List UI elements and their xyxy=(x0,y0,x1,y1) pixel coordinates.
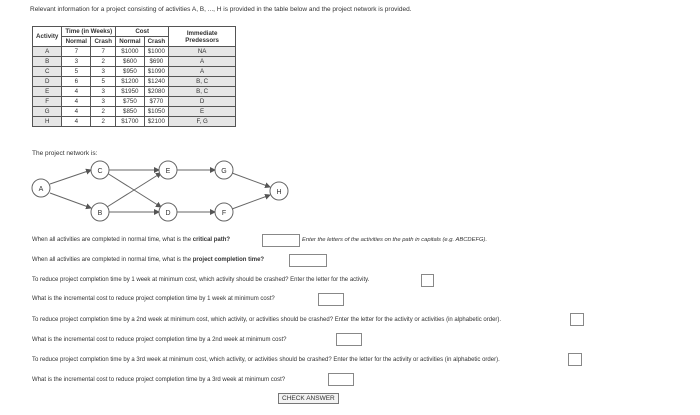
table-cell-tn: 4 xyxy=(62,87,91,97)
table-cell-cn: $1000 xyxy=(116,47,144,57)
table-cell-cn: $1950 xyxy=(116,87,144,97)
table-cell-tn: 4 xyxy=(62,117,91,127)
question-critical-path xyxy=(32,237,230,243)
table-cell-tn: 4 xyxy=(62,97,91,107)
table-cell-act: G xyxy=(33,107,62,117)
table-cell-cc: $1050 xyxy=(144,107,169,117)
table-cell-act: C xyxy=(33,67,62,77)
table-cell-pred: E xyxy=(169,107,236,117)
table-cell-cc: $690 xyxy=(144,57,169,67)
table-row xyxy=(33,87,236,97)
table-cell-cn: $750 xyxy=(116,97,144,107)
table-cell-cc: $770 xyxy=(144,97,169,107)
table-cell-tn: 3 xyxy=(62,57,91,67)
crash-week2-input[interactable] xyxy=(570,313,584,326)
node-D-label: D xyxy=(165,210,171,217)
check-answer-button[interactable]: CHECK ANSWER xyxy=(278,393,339,404)
question-cost-week1: What is the incremental cost to reduce project completion time by 1 week at minimum cost? xyxy=(32,296,275,302)
table-cell-cn: $1200 xyxy=(116,77,144,87)
table-cell-pred: D xyxy=(169,97,236,107)
question-text: When all activities are completed in normal time, what is the xyxy=(32,237,193,243)
table-cell-pred: A xyxy=(169,67,236,77)
table-cell-tc: 3 xyxy=(91,87,116,97)
table-row xyxy=(33,77,236,87)
table-row xyxy=(33,57,236,67)
table-cell-cn: $950 xyxy=(116,67,144,77)
table-cell-pred: NA xyxy=(169,47,236,57)
table-cell-act: H xyxy=(33,117,62,127)
table-cell-tn: 7 xyxy=(62,47,91,57)
table-cell-cc: $1000 xyxy=(144,47,169,57)
table-cell-pred: B, C xyxy=(169,77,236,87)
head-time: Time (in Weeks) xyxy=(62,27,116,37)
crash-week1-input[interactable] xyxy=(421,274,434,287)
edge-A-B xyxy=(50,193,91,208)
table-cell-act: F xyxy=(33,97,62,107)
table-cell-cc: $2080 xyxy=(144,87,169,97)
project-network xyxy=(0,155,320,235)
head-time-crash: Crash xyxy=(91,37,116,47)
edge-F-H xyxy=(232,195,270,209)
question-completion-time xyxy=(32,257,264,263)
table-row xyxy=(33,97,236,107)
critical-path-hint: Enter the letters of the activities on the path in capitals (e.g. ABCDEFG). xyxy=(302,237,488,243)
table-cell-cn: $600 xyxy=(116,57,144,67)
question-crash-week2: To reduce project completion time by a 2nd week at minimum cost, which activity, or activities should be crashed? Enter the letter for the activity or activities (in alphabetic order). xyxy=(32,317,502,323)
cost-week1-input[interactable] xyxy=(318,293,344,306)
table-cell-cn: $1700 xyxy=(116,117,144,127)
node-C-label: C xyxy=(97,168,103,175)
table-row xyxy=(33,107,236,117)
table-cell-cn: $850 xyxy=(116,107,144,117)
table-cell-tc: 2 xyxy=(91,117,116,127)
node-G-label: G xyxy=(221,168,227,175)
cost-week2-input[interactable] xyxy=(336,333,362,346)
cost-week3-input[interactable] xyxy=(328,373,354,386)
critical-path-input[interactable] xyxy=(262,234,300,247)
head-cost: Cost xyxy=(116,27,169,37)
node-E-label: E xyxy=(165,168,171,175)
head-activity: Activity xyxy=(33,27,62,47)
question-cost-week3: What is the incremental cost to reduce project completion time by a 3rd week at minimum cost? xyxy=(32,377,286,383)
edge-A-C xyxy=(50,170,91,184)
question-bold: critical path? xyxy=(192,237,231,243)
network-label: The project network is: xyxy=(32,150,98,157)
table-cell-tc: 3 xyxy=(91,97,116,107)
node-A-label: A xyxy=(38,186,44,193)
node-B-label: B xyxy=(97,210,103,217)
table-row xyxy=(33,117,236,127)
node-F-label: F xyxy=(221,210,227,217)
table-cell-cc: $1090 xyxy=(144,67,169,77)
table-cell-cc: $1240 xyxy=(144,77,169,87)
table-cell-act: B xyxy=(33,57,62,67)
table-cell-tc: 3 xyxy=(91,67,116,77)
crash-week3-input[interactable] xyxy=(568,353,582,366)
head-pred: Immediate Predessors xyxy=(169,27,236,47)
table-cell-tc: 2 xyxy=(91,107,116,117)
table-cell-tc: 2 xyxy=(91,57,116,67)
table-cell-act: E xyxy=(33,87,62,97)
activity-table xyxy=(32,26,236,127)
question-crash-week3: To reduce project completion time by a 3rd week at minimum cost, which activity, or activities should be crashed? Enter the letter for the activity or activities (in alphabetic order). xyxy=(32,357,500,363)
table-cell-tc: 7 xyxy=(91,47,116,57)
edge-G-H xyxy=(232,173,270,187)
question-crash-week1: To reduce project completion time by 1 week at minimum cost, which activity should be crashed? Enter the letter for the activity. xyxy=(32,277,370,283)
table-cell-pred: F, G xyxy=(169,117,236,127)
intro-text: Relevant information for a project consisting of activities A, B, ..., H is provided in the table below and the project network is provided. xyxy=(30,6,412,13)
table-cell-pred: B, C xyxy=(169,87,236,97)
table-cell-tc: 5 xyxy=(91,77,116,87)
question-text: When all activities are completed in normal time, what is the xyxy=(32,257,193,263)
table-cell-tn: 4 xyxy=(62,107,91,117)
question-cost-week2: What is the incremental cost to reduce project completion time by a 2nd week at minimum cost? xyxy=(32,337,287,343)
table-cell-tn: 5 xyxy=(62,67,91,77)
table-cell-act: D xyxy=(33,77,62,87)
table-cell-tn: 6 xyxy=(62,77,91,87)
table-cell-act: A xyxy=(33,47,62,57)
table-row xyxy=(33,67,236,77)
table-row xyxy=(33,47,236,57)
head-time-normal: Normal xyxy=(62,37,91,47)
completion-time-input[interactable] xyxy=(289,254,327,267)
table-cell-cc: $2100 xyxy=(144,117,169,127)
table-cell-pred: A xyxy=(169,57,236,67)
head-cost-crash: Crash xyxy=(144,37,169,47)
node-H-label: H xyxy=(276,189,282,196)
question-bold: project completion time? xyxy=(192,257,265,263)
head-cost-normal: Normal xyxy=(116,37,144,47)
